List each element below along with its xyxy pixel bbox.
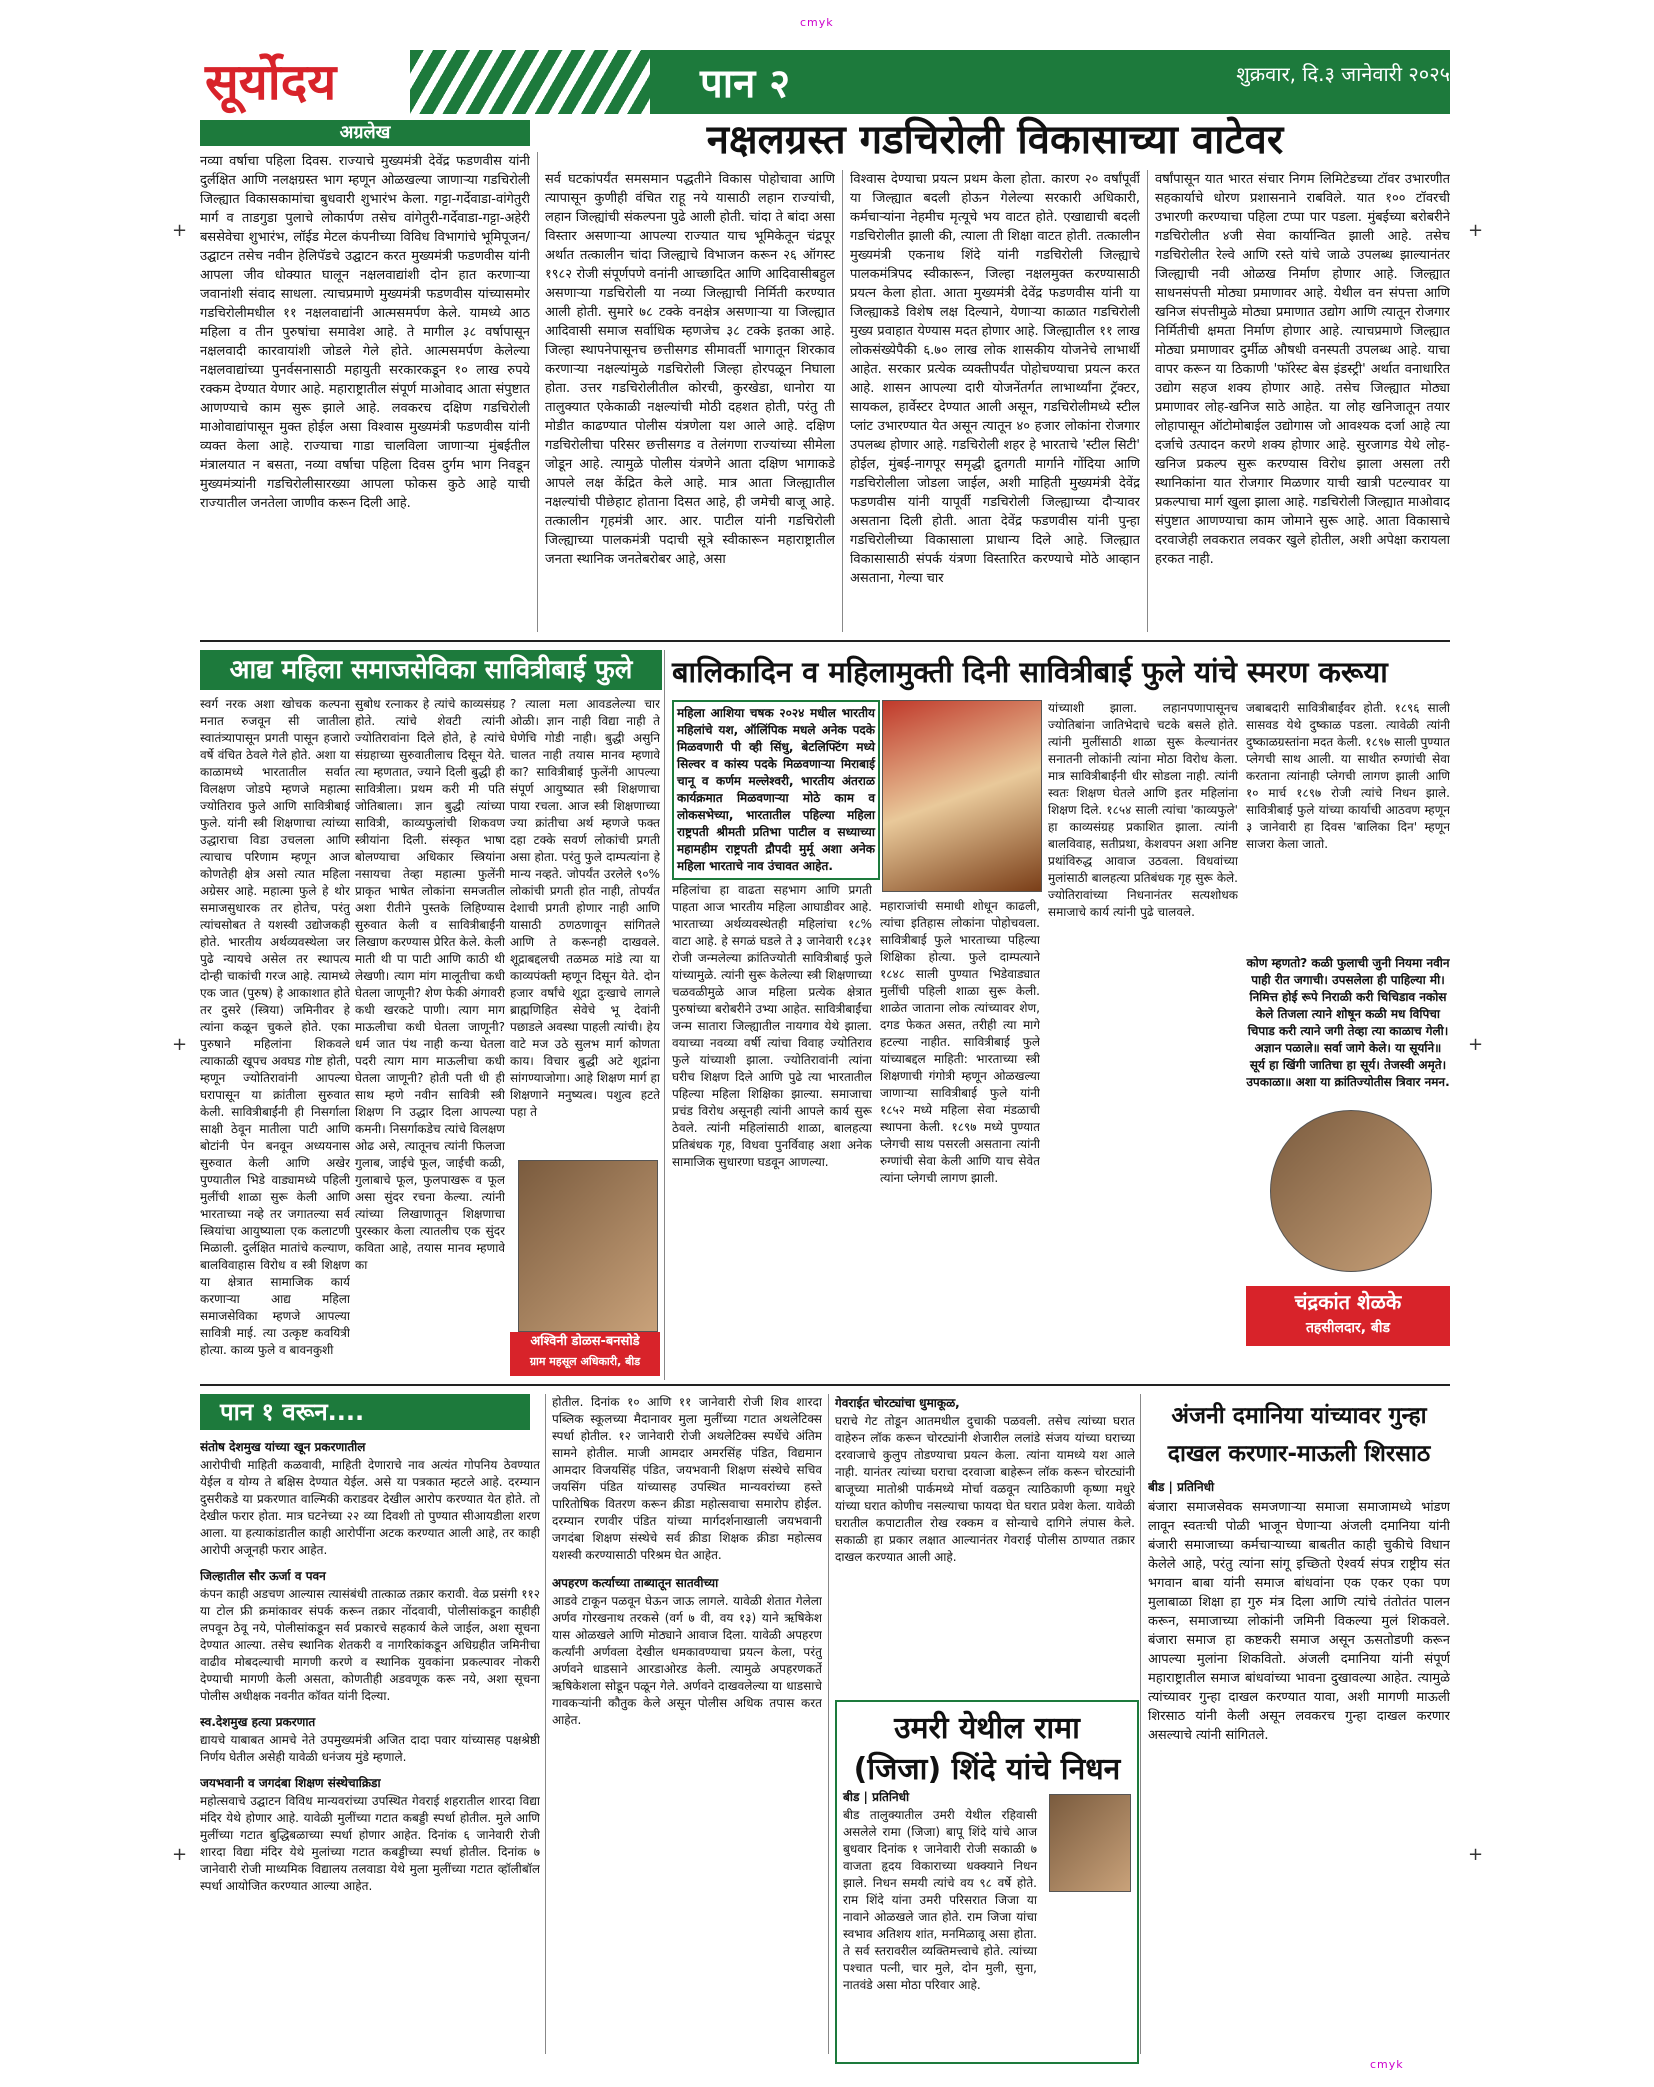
remembrance-column-4: जबाबदारी सावित्रीबाईंवर होती. १८९६ साली सासवड येथे दुष्काळ पडला. त्यावेळी त्यांनी दुष्काळग्रस्तांना मदत केली. १८९७ साली पुण्यात प्लेगची साथ आली. या साथीत रुग्णांची सेवा करताना त्यांनाही प्लेगची लागण झाली आणि १० मार्च १८९७ रोजी त्यांचे निधन झाले. सावित्रीबाई फुले यांच्या कार्याची आठवण म्हणून ३ जानेवारी हा दिवस 'बालिका दिन' म्हणून साजरा केला जातो. [1246, 701, 1450, 851]
shirsath-headline-2: दाखल करणार-माऊली शिरसाठ [1167, 1441, 1431, 1467]
column-divider [842, 170, 843, 632]
obituary-photo [1049, 1794, 1131, 1892]
theft-text: घराचे गेट तोडून आतमधील दुचाकी पळवली. तसेच त्यांच्या घरात वाहेरुन लॉक करून चोरट्यांनी शेजारील ललांडे संजय यांच्या घराच्या दरवाजाचे कुलुप तोडण्याचा प्रयत्न केला. त्यांना यामध्ये यश आले नाही. यानंतर त्यांच्या घराचा दरवाजा बाहेरून लॉक करून चोरट्यांनी बाजूच्या मातोश्री पार्कमध्ये मोर्चा वळवून त्याठिकाणी कृष्णा मधुरे यांच्या घरात कोणीच नसल्याचा फायदा घेत घरात प्रवेश केला. यावेळी घरातील कपाटातील रोख रक्कम व सोन्याचे दागिने लंपास केले. सकाळी हा प्रकार लक्षात आल्यानंतर गेवराई पोलीस ठाण्यात तक्रार दाखल करण्यात आली आहे. [835, 1414, 1135, 1564]
continued-column-3 [835, 1394, 1135, 1694]
newspaper-logo: सूर्योदय [205, 52, 337, 111]
editorial-headline: नक्षलग्रस्त गडचिरोली विकासाच्या वाटेवर [706, 117, 1284, 163]
shirsath-text: बंजारा समाजसेवक समजणाऱ्या समाजा समाजामध्ये भांडण लावून स्वतःची पोळी भाजून घेणाऱ्या अंजली दमानिया यांनी बंजारी समाजाच्या कर्मचाऱ्याच्या बाबतीत काही चुकीचे विधान केलेले आहे, परंतु त्यांना सांगू इच्छितो ऐश्वर्य संपत्र राष्ट्रीय संत भगवान बाबा यांनी समाज बांधवांना एक एकर एका पण मुलाबाळा शिक्षा हा गुरु मंत्र दिला आणि त्यांचे तंतोतंत पालन करून, समाजाच्या लोकांनी जमिनी विकल्या मुलं शिकवले. बंजारा समाज हा कष्टकरी समाज असून ऊसतोडणी करून आपल्या मुलांना शिकवितो. अंजली दमानिया यांनी संपूर्ण महाराष्ट्रातील समाज बांधवांच्या भावना दुखावल्या आहेत. त्यामुळे त्यांच्यावर गुन्हा दाखल करण्यात यावा, अशी मागणी माऊली शिरसाठ यांनी केली असून लवकरच गुन्हा दाखल करणार असल्याचे त्यांनी सांगितले. [1148, 1500, 1450, 1743]
crosshair-mark: + [1468, 1034, 1484, 1055]
continued-item2-title: जिल्हातील सौर ऊर्जा व पवन [200, 1569, 326, 1583]
continued-item3: द्यायचे याबाबत आमचे नेते उपमुख्यमंत्री अजित दादा पवार यांच्यासह पक्षश्रेष्ठी निर्णय घेतील असेही यावेळी धनंजय मुंडे म्हणाले. [200, 1733, 540, 1764]
continued-item1: आरोपीची माहिती कळवावी, माहिती देणाराचे नाव अत्यंत गोपनिय ठेवण्यात येईल व योग्य ते बक्षिस देण्यात येईल. असे या पत्रकात म्हटले आहे. दरम्यान दुसरीकडे या प्रकरणात वाल्मिकी कराडवर देखील आरोप करण्यात येत होते. तो देखील फरार होता. मात्र घटनेच्या २२ व्या दिवशी तो पुण्यात सीआयडीला शरण आला. या हत्याकांडातील काही आरोपींना अटक करण्यात आली आहे, तर काही आरोपी अजूनही फरार आहेत. [200, 1458, 540, 1557]
continued-label: पान १ वरून.... [200, 1394, 530, 1430]
crosshair-mark: + [172, 220, 188, 241]
column-divider [1147, 170, 1148, 632]
column-divider [537, 152, 538, 632]
crosshair-mark: + [1468, 220, 1484, 241]
continued-item4-title: जयभवानी व जगदंबा शिक्षण संस्थेचाक्रिडा [200, 1776, 381, 1790]
remembrance-column-3: यांच्याशी झाला. लहानपणापासूनच ज्योतिबांना जातिभेदाचे चटके बसले होते. त्यांनी मुलींसाठी शाळा सुरू केल्यानंतर सनातनी लोकांनी त्यांना मोठा विरोध केला. मात्र सावित्रीबाईंनी धीर सोडला नाही. त्यांनी स्वतः शिक्षण घेतले आणि इतर महिलांना शिक्षण दिले. १८५४ साली त्यांचा 'काव्यफुले' हा काव्यसंग्रह प्रकाशित झाला. त्यांनी बालविवाह, सतीप्रथा, केशवपन अशा अनिष्ट प्रथांविरुद्ध आवाज उठवला. विधवांच्या मुलांसाठी बालहत्या प्रतिबंधक गृह सुरू केले. ज्योतिरावांच्या निधनानंतर सत्यशोधक समाजाचे कार्य त्यांनी पुढे चालवले. [1048, 701, 1238, 919]
crosshair-mark: + [172, 1034, 188, 1055]
author-photo [518, 1160, 658, 1332]
crosshair-mark: + [1468, 1844, 1484, 1865]
continued-item4: महोत्सवाचे उद्घाटन विविध मान्यवरांच्या उपस्थित गेवराई शहरातील शारदा विद्या मंदिर येथे होणार आहे. यावेळी मुलींच्या गटात कबड्डी स्पर्धा होतील. मुले आणि मुलींच्या गटात बुद्धिबळाच्या स्पर्धा होणार आहेत. दिनांक ६ जानेवारी रोजी शारदा विद्या मंदिर येथे मुलांच्या गटात कबड्डीच्या स्पर्धा होतील. दिनांक ७ जानेवारी रोजी माध्यमिक विद्यालय तलवाडा येथे मुला मुलींच्या गटात व्हॉलीबॉल स्पर्धा आयोजित करण्यात आल्या आहेत. [200, 1794, 540, 1893]
shirsath-headline-1: अंजनी दमानिया यांच्यावर गुन्हा [1171, 1403, 1427, 1429]
continued-item2: कंपन काही अडचण आल्यास त्यासंबंधी तात्काळ तक्रार करावी. वेळ प्रसंगी ११२ या टोल फ्री क्रमांकावर संपर्क करून तक्रार नोंदवावी, पोलीसांकडून काहीही लपवून ठेवू नये, पोलीसांकडून सर्व प्रकारचे सहकार्य केले जाईल, अशा सूचना देण्यात आल्या. तसेच स्थानिक शेतकरी व नागरिकांकडून अधिग्रहीत जमिनीचा वाढीव मोबदल्याची मागणी करणे व स्थानिक युवकांना प्रकल्पावर नोकरी देण्याची मागणी केली असता, कोणतीही अडवणूक करू नये, अशा सूचना पोलीस अधीक्षक नवनीत कॉवत यांनी दिल्या. [200, 1587, 540, 1703]
print-mark-bottom: cmyk [1370, 2058, 1404, 2071]
column-divider [828, 1394, 829, 2054]
editorial-column-2: सर्व घटकांपर्यंत समसमान पद्धतीने विकास पोहोचावा आणि त्यापासून कुणीही वंचित राहू नये यासाठी लहान राज्यांची, लहान जिल्ह्यांची संकल्पना पुढे आली होती. चांदा ते बांदा असा विस्तार असणाऱ्या आपल्या राज्यात याच भूमिकेतून चंद्रपूर अर्थात तत्कालीन चांदा जिल्ह्याचे विभाजन करून २६ ऑगस्ट १९८२ रोजी संपूर्णपणे वनांनी आच्छादित आणि आदिवासीबहुल असणाऱ्या गडचिरोली या नव्या जिल्ह्याची निर्मिती करण्यात आली होती. सुमारे ७८ टक्के वनक्षेत्र असणाऱ्या या जिल्ह्यात आदिवासी समाज सर्वाधिक म्हणजेच ३८ टक्के इतका आहे. जिल्हा स्थापनेपासूनच छत्तीसगड सीमावर्ती भागातून शिरकाव करणाऱ्या नक्षल्यांमुळे गडचिरोली जिल्हा होरपळून निघाला होता. उत्तर गडचिरोलीतील कोरची, कुरखेडा, धानोरा या तालुक्यात एकेकाळी नक्षल्यांची मोठी दहशत होती, परंतु ती मोडीत काढण्यात पोलीस यंत्रणेला यश आले आहे. दक्षिण गडचिरोलीचा परिसर छत्तीसगड व तेलंगणा राज्यांच्या सीमेला जोडून आहे. त्यामुळे पोलीस यंत्रणेने आता दक्षिण भागाकडे आपले लक्ष केंद्रित केले आहे. मात्र आता जिल्ह्यातील नक्षल्यांची पीछेहाट होताना दिसत आहे, ही जमेची बाजू आहे. तत्कालीन गृहमंत्री आर. आर. पाटील यांनी गडचिरोली जिल्ह्याच्या पालकमंत्री पदाची सूत्रे स्वीकारून महाराष्ट्रातील जनता स्थानिक जनतेबरोबर आहे, असा [545, 172, 835, 567]
remembrance-column-1: महिलांचा हा वाढता सहभाग आणि प्रगती पाहता आज भारतीय महिला आघाडीवर आहे. भारताच्या अर्थव्यवस्थेतही महिलांचा १८% वाटा आहे. हे सगळं घडले ते ३ जानेवारी १८३१ रोजी जन्मलेल्या क्रांतिज्योती सावित्रीबाई फुले यांच्यामुळे. त्यांनी सुरू केलेल्या स्त्री शिक्षणाच्या चळवळीमुळे आज महिला प्रत्येक क्षेत्रात पुरुषांच्या बरोबरीने उभ्या आहेत. सावित्रीबाईंचा जन्म सातारा जिल्ह्यातील नायगाव येथे झाला. वयाच्या नवव्या वर्षी त्यांचा विवाह ज्योतिराव फुले यांच्याशी झाला. ज्योतिरावांनी त्यांना घरीच शिक्षण दिले आणि पुढे त्या भारतातील पहिल्या महिला शिक्षिका झाल्या. समाजाचा प्रचंड विरोध असूनही त्यांनी आपले कार्य सुरू ठेवले. त्यांनी महिलांसाठी शाळा, बालहत्या प्रतिबंधक गृह, विधवा पुनर्विवाह अशा अनेक सामाजिक सुधारणा घडवून आणल्या. [672, 883, 872, 1169]
kidnap-title: अपहरण कर्त्याच्या ताब्यातून सातवीच्या [552, 1576, 719, 1590]
obituary-dateline: बीड | प्रतिनिधी [843, 1790, 910, 1804]
remembrance-author-caption [1246, 1286, 1450, 1346]
print-mark-top: cmyk [800, 16, 834, 29]
section-rule [200, 1384, 1450, 1386]
remembrance-author-name: चंद्रकांत शेळके [1294, 1290, 1402, 1314]
column-divider [545, 1394, 546, 2054]
issue-date: शुक्रवार, दि.३ जानेवारी २०२५ [1236, 62, 1450, 86]
continued-item1-title: संतोष देशमुख यांच्या खून प्रकरणातील [200, 1440, 366, 1454]
portrait-illustration [882, 700, 1042, 892]
kidnap-text: आडवे टाकून पळवून घेऊन जाऊ लागले. यावेळी शेतात गेलेला अर्णव गोरखनाथ तरकसे (वर्ग ७ वी, वय १३) याने ऋषिकेश यास ओळखले आणि मोठ्याने आवाज दिला. यावेळी अपहरण कर्त्यांनी अर्णवला देखील धमकावण्याचा प्रयत्न केला, परंतु अर्णवने धाडसाने आरडाओरड केली. त्यामुळे अपहरणकर्ते ऋषिकेशला सोडून पळून गेले. अर्णवने दाखवलेल्या या धाडसाचे गावकऱ्यांनी कौतुक केले असून पोलीस अधिक तपास करत आहेत. [552, 1594, 822, 1727]
column-divider [664, 650, 665, 1380]
remembrance-intro-box: महिला आशिया चषक २०२४ मधील भारतीय महिलांचे यश, ऑलिंपिक मधले अनेक पदके मिळवणारी पी व्ही सिंधु, बेटलिफ्टिंग मध्ये सिल्वर व कांस्य पदके मिळवणाऱ्या मिराबाई चानू व कर्णम मल्लेश्वरी, भारतीय अंतराळ कार्यक्रमात मिळवणाऱ्या मोठे काम व लोकसभेच्या, भारतातील पहिल्या महिला राष्ट्रपती श्रीमती प्रतिभा पाटील व सध्याच्या महामहीम राष्ट्रपती द्रौपदी मुर्मू अशा अनेक महिला भारताचे नाव उंचावत आहेत. [672, 700, 880, 880]
page-number: पान २ [700, 61, 791, 107]
obituary-headline-2: (जिजा) शिंदे यांचे निधन [853, 1752, 1121, 1787]
crosshair-mark: + [172, 1844, 188, 1865]
continued-column-1 [200, 1438, 540, 2058]
continued-item3-title: स्व.देशमुख हत्या प्रकरणात [200, 1715, 316, 1729]
section-rule [200, 640, 1450, 642]
sports-event-text: होतील. दिनांक १० आणि ११ जानेवारी रोजी शिव शारदा पब्लिक स्कूलच्या मैदानावर मुला मुलींच्या गटात अथलेटिक्स स्पर्धा होतील. १२ जानेवारी रोजी अथलेटिक्स स्पर्धेचे अंतिम सामने होतील. माजी आमदार अमरसिंह पंडित, विद्यमान आमदार विजयसिंह पंडित, जयभवानी शिक्षण संस्थेचे सचिव जयसिंग पंडित यांच्यासह उपस्थित मान्यवरांच्या हस्ते पारितोषिक वितरण करून क्रीडा महोत्सवाचा समारोप होईल. दरम्यान रणवीर पंडित यांच्या मार्गदर्शनाखाली जयभवानी जगदंबा शिक्षण संस्थेचे सर्व क्रीडा शिक्षक क्रीडा महोत्सव यशस्वी करण्यासाठी परिश्रम घेत आहेत. [552, 1395, 822, 1562]
savitribai-headline: आद्य महिला समाजसेविका सावित्रीबाई फुले [200, 650, 662, 690]
editorial-column-3: विश्वास देण्याचा प्रयत्न प्रथम केला होता. कारण २० वर्षांपूर्वी या जिल्ह्यात बदली होऊन गेलेल्या सरकारी अधिकारी, कर्मचाऱ्यांना नेहमीच मृत्यूचे भय वाटत होते. एखाद्याची बदली गडचिरोलीत झाली की, त्याला ती शिक्षा वाटत होती. तत्कालीन मुख्यमंत्री एकनाथ शिंदे यांनी गडचिरोली जिल्ह्याचे पालकमंत्रिपद स्वीकारून, जिल्हा नक्षलमुक्त करण्यासाठी प्रयत्न केला होता. आता मुख्यमंत्री देवेंद्र फडणवीस यांनी या जिल्ह्याकडे विशेष लक्ष दिल्याने, येणाऱ्या काळात गडचिरोली मुख्य प्रवाहात येण्यास मदत होणार आहे. जिल्ह्यातील ११ लाख लोकसंख्येपैकी ६.७० लाख लोक शासकीय योजनेचे लाभार्थी आहेत. सरकार प्रत्येक व्यक्तीपर्यंत पोहोचण्याचा प्रयत्न करत आहे. शासन आपल्या दारी योजनेंतर्गत लाभार्थ्यांना ट्रॅक्टर, सायकल, हार्वेस्टर देण्यात आली असून, गडचिरोलीमध्ये स्टील प्लांट उभारण्यात येत असून त्यातून ४० हजार लोकांना रोजगार उपलब्ध होणार आहे. गडचिरोली शहर हे भारताचे 'स्टील सिटी' होईल, मुंबई-नागपूर समृद्धी द्रुतगती मार्गाने गोंदिया आणि गडचिरोलीला जोडला जाईल, अशी माहिती मुख्यमंत्री देवेंद्र फडणवीस यांनी यापूर्वी गडचिरोली जिल्ह्याच्या दौऱ्यावर असताना दिली होती. आता देवेंद्र फडणवीस यांनी पुन्हा गडचिरोलीच्या विकासाला प्राधान्य दिले आहे. जिल्ह्यात विकासासाठी संपर्क यंत्रणा विस्तारित करण्याचे मोठे आव्हान असताना, गेल्या चार [850, 172, 1140, 586]
savitribai-column-1: स्वर्ग नरक अशा खोचक कल्पना मनात रुजवून सी जातीला स्वातंत्र्यापासून प्रगती पासून हजारो वर्षे वंचित ठेवले गेले होते. अशा या काळामध्ये भारतातील सर्वात विलक्षण जोडपे म्हणजे महात्मा ज्योतिराव फुले आणि सावित्रीबाई फुले. यांनी स्त्री शिक्षणाचा त्यांच्या उद्धाराचा विडा उचलला आणि त्याचाच परिणाम म्हणून आज कोणतेही क्षेत्र असो त्यात महिला अग्रेसर आहे. महात्मा फुले हे थोर समाजसुधारक तर होतेच, परंतु त्यांचसोबत ते यशस्वी उद्योजकही होते. भारतीय अर्थव्यवस्थेला जर पुढे न्यायचे असेल तर स्थापत्य दोन्ही चाकांची गरज आहे. त्यामध्ये एक जात (पुरुष) हे आकाशात होते तर दुसरे (स्त्रिया) जमिनीवर हे त्यांना कळून चुकले होते. एका पुरुषाने महिलांना शिकवले त्याकाळी खूपच अवघड गोष्ट होती, म्हणून ज्योतिरावांनी आपल्या घरापासून या क्रांतीला सुरुवात केली. सावित्रीबाईंनी ही निसर्गाला साक्षी ठेवून मातीला पाटी आणि बोटांनी पेन बनवून अध्ययनास सुरुवात केली आणि अखेर पुण्यातील भिडे वाड्यामध्ये पहिली मुलींची शाळा सुरू केली आणि भारताच्या नव्हे तर जगातल्या सर्व स्त्रियांचा आयुष्याला एक कलाटणी मिळाली. दुर्लक्षित मातांचे कल्याण, बालविवाहास विरोध व स्त्री शिक्षण या क्षेत्रात सामाजिक कार्य करणाऱ्या आद्य महिला समाजसेविका म्हणजे आपल्या सावित्री माई. त्या उत्कृष्ट कवयित्री होत्या. काव्य फुले व बावनकुशी [200, 697, 350, 1357]
author-name: अश्विनी डोळस-बनसोडे [530, 1334, 640, 1349]
remembrance-column-2: महाराजांची समाधी शोधून काढली, त्यांचा इतिहास लोकांना पोहोचवला. सावित्रीबाई फुले भारताच्या पहिल्या शिक्षिका होत्या. फुले दाम्पत्याने १८४८ साली पुण्यात भिडेवाड्यात मुलींची पहिली शाळा सुरू केली. शाळेत जाताना लोक त्यांच्यावर शेण, दगड फेकत असत, तरीही त्या मागे हटल्या नाहीत. सावित्रीबाई फुले यांच्याबद्दल माहिती: भारताच्या स्त्री शिक्षणाची गंगोत्री म्हणून ओळखल्या जाणाऱ्या सावित्रीबाई फुले यांनी १८५२ मध्ये महिला सेवा मंडळाची स्थापना केली. १८९७ मध्ये पुण्यात प्लेगची साथ पसरली असताना त्यांनी रुग्णांची सेवा केली आणि याच सेवेत त्यांना प्लेगची लागण झाली. [880, 899, 1040, 1185]
savitribai-column-2: सुबोध रत्नाकर हे त्यांचे काव्यसंग्रह होते. त्यांचे शेवटी त्यांनी ज्योतिरावांना दिले होते, हे त्यांचे संग्रहाच्या सुरुवातीलाच दिसून येते. त्या म्हणतात, ज्याने दिली बुद्धी ही सावित्रीला। प्रथम करी मी पति जोतिबाला। ज्ञान बुद्धी त्यांच्या सावित्री, काव्यफुलांची शिकवण स्त्रीयांना दिली. संस्कृत भाषा बोलण्याचा अधिकार स्त्रियांना नसायचा तेव्हा महात्मा फुलेंनी प्राकृत भाषेत लोकांना समजतील अशा रीतीने पुस्तके लिहिण्यास सुरुवात केली व सावित्रीबाईंनी लिखाण करण्यास प्रेरित केले. केली माती थी पा पाटी आणि काठी थी लेखणी। त्याग मांग मालूतीचा कधी घेतला जाणूनी? शेण फेकी अंगावरी कधी खरकटे पाणी। त्याग माग माऊलीचा कधी घेतला जाणूनी? धर्म जात पंथ नाही कन्या घेतला पदरी त्याग माग माऊलीचा कधी घेतला जाणूनी? होती पती धी ही साथ म्हणे नवीन सावित्री स्त्री शिक्षण नि उद्धार दिला आपल्या कमनी। निसर्गाकडेच त्यांचे विलक्षण ओढ असे, त्यातूनच त्यांनी फिलजा गुलाब, जाईचे फूल, जाईची कळी, गुलाबाचे फूल, फुलपाखरू व फूल असा सुंदर रचना केल्या. त्यांनी त्यांच्या लिखाणातून शिक्षणाचा पुरस्कार केला त्यातलीच एक सुंदर कविता आहे, तयास मानव म्हणावे का [355, 697, 505, 1272]
editorial-column-4: वर्षांपासून यात भारत संचार निगम लिमिटेडच्या टॉवर उभारणीत सहकार्याचे धोरण प्रशासनाने राबविले. यात १०० टॉवरची उभारणी करण्याचा पहिला टप्पा पार पडला. मुंबईच्या बरोबरीने गडचिरोलीत ४जी सेवा कार्यान्वित झाली आहे. तसेच गडचिरोलीत रेल्वे आणि रस्ते यांचे जाळे उपलब्ध झाल्यानंतर जिल्ह्याची नवी ओळख निर्माण होणार आहे. जिल्ह्यात साधनसंपत्ती मोठ्या प्रमाणावर आहे. येथील वन संपत्ता आणि खनिज संपत्तीमुळे मोठ्या प्रमाणात उद्योग आणि त्यातून रोजगार निर्मितीची क्षमता निर्माण होणार आहे. त्याचप्रमाणे जिल्ह्यात मोठ्या प्रमाणावर दुर्मीळ औषधी वनस्पती उपलब्ध आहे. याचा वापर करून या ठिकाणी 'फॉरेस्ट बेस इंडस्ट्री' अर्थात वनाधारित उद्योग सहज शक्य होणार आहे. तसेच जिल्ह्यात मोठ्या प्रमाणावर लोह-खनिज साठे आहेत. या लोह खनिजातून तयार लोहापासून ऑटोमोबाईल उद्योगास जो आवश्यक दर्जा आहे त्या दर्जाचे उत्पादन करणे शक्य होणार आहे. सुरजागड येथे लोह-खनिज प्रकल्प सुरू करण्यास विरोध झाला असला तरी स्थानिकांना यात रोजगार मिळणार याची खात्री पटल्यावर या प्रकल्पाचा मार्ग खुला झाला आहे. गडचिरोली जिल्ह्यात माओवाद संपुष्टात आणण्याचा काम जोमाने सुरू आहे. आता विकासाचे दरवाजेही लवकरात लवकर खुले होतील, अशी अपेक्षा करायला हरकत नाही. [1155, 172, 1450, 567]
remembrance-poem: कोण म्हणतो? कळी फुलाची जुनी नियमा नवीन पाही रीत जगाची। उपसलेला ही पाहिल्या मी। निमित्त होई रूपे निराळी करी चिचिडाव नकोस केले तिजला त्याने शोषून कळी मध विपिचा चिपाड करी त्याने जगी तेव्हा त्या काळाच गेली। अज्ञान पळाले॥ सर्वा जागे केले। या सूर्याने॥ सूर्य हा खिंगी जातिचा हा सूर्य। तेजस्वी अमृते। उपकाळा॥ अशा या क्रांतिज्योतीस त्रिवार नमन. [1246, 956, 1450, 1089]
author-portrait [1270, 1110, 1432, 1272]
section-label: अग्रलेख [200, 120, 530, 146]
remembrance-headline: बालिकादिन व महिलामुक्ती दिनी सावित्रीबाई फुले यांचे स्मरण करूया [672, 655, 1388, 689]
obituary-box [835, 1700, 1139, 2064]
continued-column-2 [552, 1394, 822, 2054]
savitribai-column-3: ? त्याला मला आवडलेल्या चार ओळी। ज्ञान नाही विद्या नाही ते घेणेचि गोडी नाही। बुद्धी असुनि चालत नाही तयास मानव म्हणावे का? सावित्रीबाई फुलेंनी आपल्या संपूर्ण आयुष्यात स्त्री शिक्षणाचा पाया रचला. आज स्त्री शिक्षणाच्या ज्या क्रांतीचा अर्थ म्हणजे फक्त दहा टक्के सवर्ण लोकांची प्रगती असा होता. परंतु फुले दाम्पत्यांना हे मान्य नव्हते. जोपर्यंत उरलेले ९०% लोकांची प्रगती होत नाही, तोपर्यंत देशाची प्रगती होणार नाही आणि यासाठी ठणठणावून सांगितले आणि ते करूनही दाखवले. शूद्राबद्दलची तळमळ मांडे त्या या काव्यपंक्ती म्हणून दिसून येते. दोन हजार वर्षांचे शूद्रा दुःखाचे लागले ब्राह्मणिहित सेवेचे भू देवांनी पछाडले अवस्था पाहली त्यांची। हेय वाटे मज उठे सुलभ मार्ग कोणता काय। विचार बुद्धी अटे शूद्रांना सांगण्याजोगा। आहे शिक्षण मार्ग हा शिक्षणाने मनुष्यत्व। पशुत्व हटते पहा ते [510, 697, 660, 1119]
author-caption [510, 1332, 660, 1376]
editorial-column-1: नव्या वर्षाचा पहिला दिवस. राज्याचे मुख्यमंत्री देवेंद्र फडणवीस यांनी दुर्लक्षित आणि नलक्षग्रस्त भाग म्हणून ओळखल्या जाणाऱ्या गडचिरोली जिल्ह्यात विकासकामांचा बुधवारी शुभारंभ केला. गट्टा-गर्देवाडा-वांगेतुरी मार्ग व ताडगुडा पुलाचे लोकार्पण तसेच वांगेतुरी-गर्देवाडा-गट्टा-अहेरी बससेवेचा शुभारंभ, लॉईड मेटल कंपनीच्या विविध विभागांचे भूमिपूजन/उद्घाटन तसेच नवीन हेलिपॅडचे उद्घाटन करत मुख्यमंत्री फडणवीस यांनी आपला जीव धोक्यात घालून नक्षलवाद्यांशी दोन हात करणाऱ्या जवानांशी संवाद साधला. त्याचप्रमाणे मुख्यमंत्री फडणवीस यांच्यासमोर गडचिरोलीमधील ११ नक्षलवाद्यांनी आत्मसमर्पण केले. यामध्ये आठ महिला व तीन पुरुषांचा समावेश आहे. ते मागील ३८ वर्षापासून नक्षलवादी कारवायांशी जोडले गेले होते. आत्मसमर्पण केलेल्या नक्षलवाद्यांच्या पुनर्वसनासाठी महायुती सरकारकडून १० लाख रुपये रक्कम देण्यात येणार आहे. महाराष्ट्रातील संपूर्ण माओवाद आता संपुष्टात आणण्याचे काम सुरू झाले आहे. लवकरच दक्षिण गडचिरोली माओवाद्यांपासून मुक्त होईल असा विश्वास मुख्यमंत्री फडणवीस यांनी व्यक्त केला आहे. राज्याचा गाडा चालविला जाणाऱ्या मुंबईतील मंत्रालयात न बसता, नव्या वर्षाचा पहिला दिवस दुर्गम भाग निवडून मुख्यमंत्र्यांनी गडचिरोलीसारख्या आपला फोकस कुठे आहे याची राज्यातील जनतेला जाणीव करून दिली आहे. [200, 154, 530, 511]
author-role: ग्राम महसूल अधिकारी, बीड [529, 1355, 641, 1368]
shirsath-dateline: बीड | प्रतिनिधी [1148, 1480, 1215, 1494]
remembrance-author-role: तहसीलदार, बीड [1305, 1320, 1391, 1336]
theft-title: गेवराईत चोरट्यांचा धुमाकूळ, [835, 1396, 960, 1410]
obituary-headline-1: उमरी येथील रामा [894, 1711, 1080, 1746]
column-divider [1140, 1394, 1141, 2054]
obituary-text: बीड तालुक्यातील उमरी येथील रहिवासी असलेले रामा (जिजा) बापू शिंदे यांचे आज बुधवार दिनांक १ जानेवारी रोजी सकाळी ७ वाजता हृदय विकाराच्या धक्क्याने निधन झाले. निधन समयी त्यांचे वय ९८ वर्षे होते. राम शिंदे यांना उमरी परिसरात जिजा या नावाने ओळखले जात होते. राम जिजा यांचा स्वभाव अतिशय शांत, मनमिळावू असा होता. ते सर्व स्तरावरील व्यक्तिमत्त्वाचे होते. त्यांच्या पश्चात पत्नी, चार मुले, दोन मुली, सुना, नातवंडे असा मोठा परिवार आहे. [843, 1808, 1037, 1992]
